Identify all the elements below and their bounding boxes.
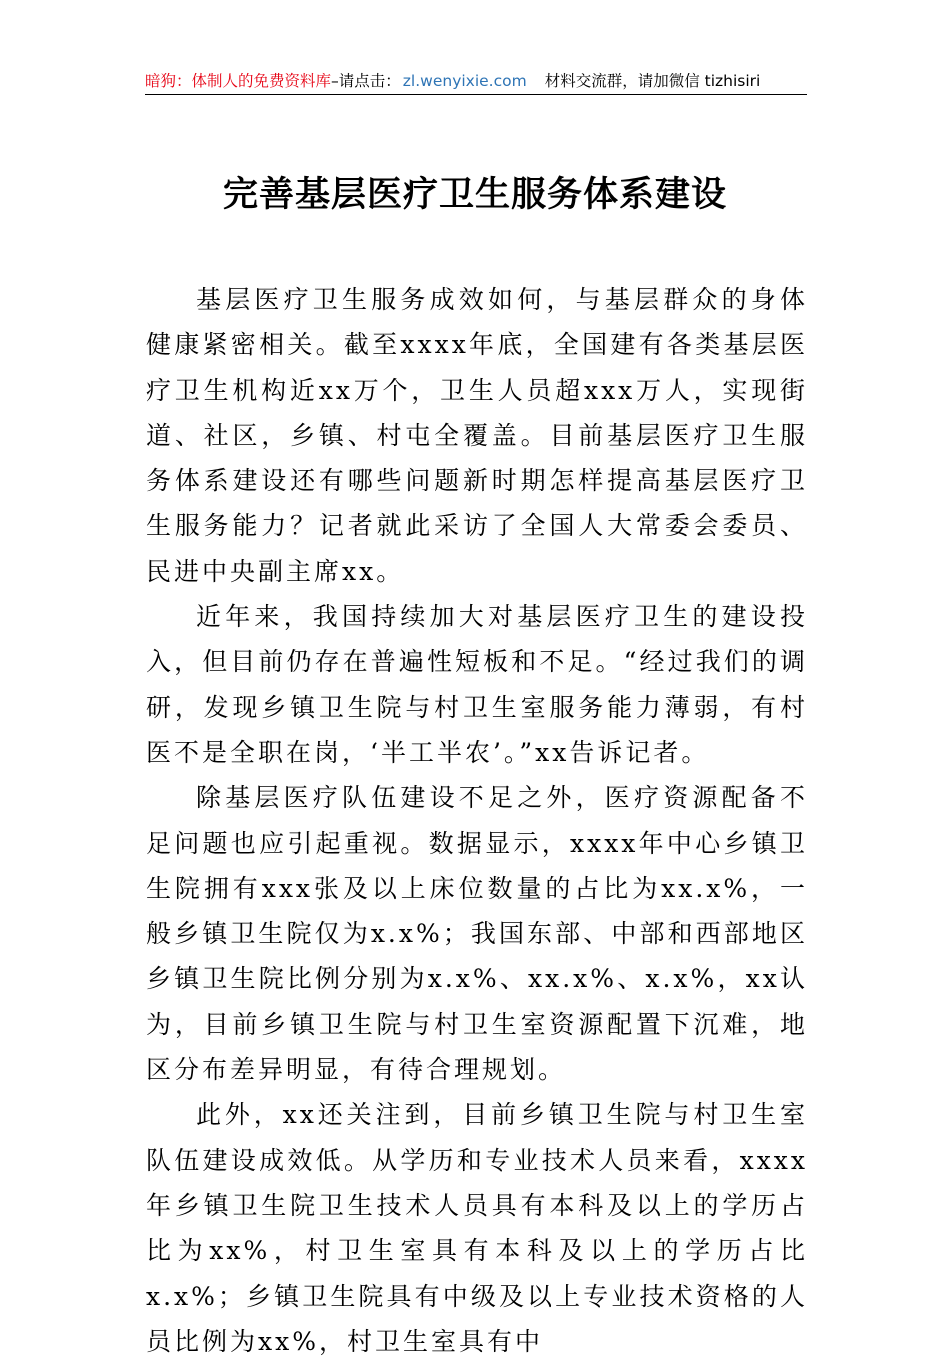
banner-cta-text: –请点击：	[331, 72, 401, 90]
paragraph-3: 除基层医疗队伍建设不足之外，医疗资源配备不足问题也应引起重视。数据显示，xxxx年中心乡镇卫生院拥有xxx张及以上床位数量的占比为xx.x%，一般乡镇卫生院仅为x.x%；我国东部、中部和西部地区乡镇卫生院比例分别为x.x%、xx.x%、x.x%，xx认为，目前乡镇卫生院与村卫生室资源配置下沉难，地区分布差异明显，有待合理规划。	[146, 783, 808, 1085]
paragraph-4: 此外，xx还关注到，目前乡镇卫生院与村卫生室队伍建设成效低。从学历和专业技术人员来看，xxxx年乡镇卫生院卫生技术人员具有本科及以上的学历占比为xx%，村卫生室具有本科及以上的学历占比x.x%；乡镇卫生院具有中级及以上专业技术资格的人员比例为xx%，村卫生室具有中	[146, 1100, 808, 1356]
site-banner	[145, 68, 807, 95]
banner-website-link[interactable]: zl.wenyixie.com	[402, 72, 527, 90]
banner-brand-text: 暗狗：体制人的免费资料库	[145, 72, 332, 90]
document-title: 完善基层医疗卫生服务体系建设	[222, 174, 727, 215]
banner-wechat-text: 材料交流群，请加微信 tizhisiri	[544, 72, 761, 90]
paragraph-1: 基层医疗卫生服务成效如何，与基层群众的身体健康紧密相关。截至xxxx年底，全国建有各类基层医疗卫生机构近xx万个，卫生人员超xxx万人，实现街道、社区，乡镇、村屯全覆盖。目前基层医疗卫生服务体系建设还有哪些问题新时期怎样提高基层医疗卫生服务能力？记者就此采访了全国人大常委会委员、民进中央副主席xx。	[146, 285, 808, 586]
paragraph-2: 近年来，我国持续加大对基层医疗卫生的建设投入，但目前仍存在普遍性短板和不足。“经过我们的调研，发现乡镇卫生院与村卫生室服务能力薄弱，有村医不是全职在岗，‘半工半农’。”xx告诉记者。	[146, 602, 808, 767]
document-body	[146, 277, 808, 1364]
